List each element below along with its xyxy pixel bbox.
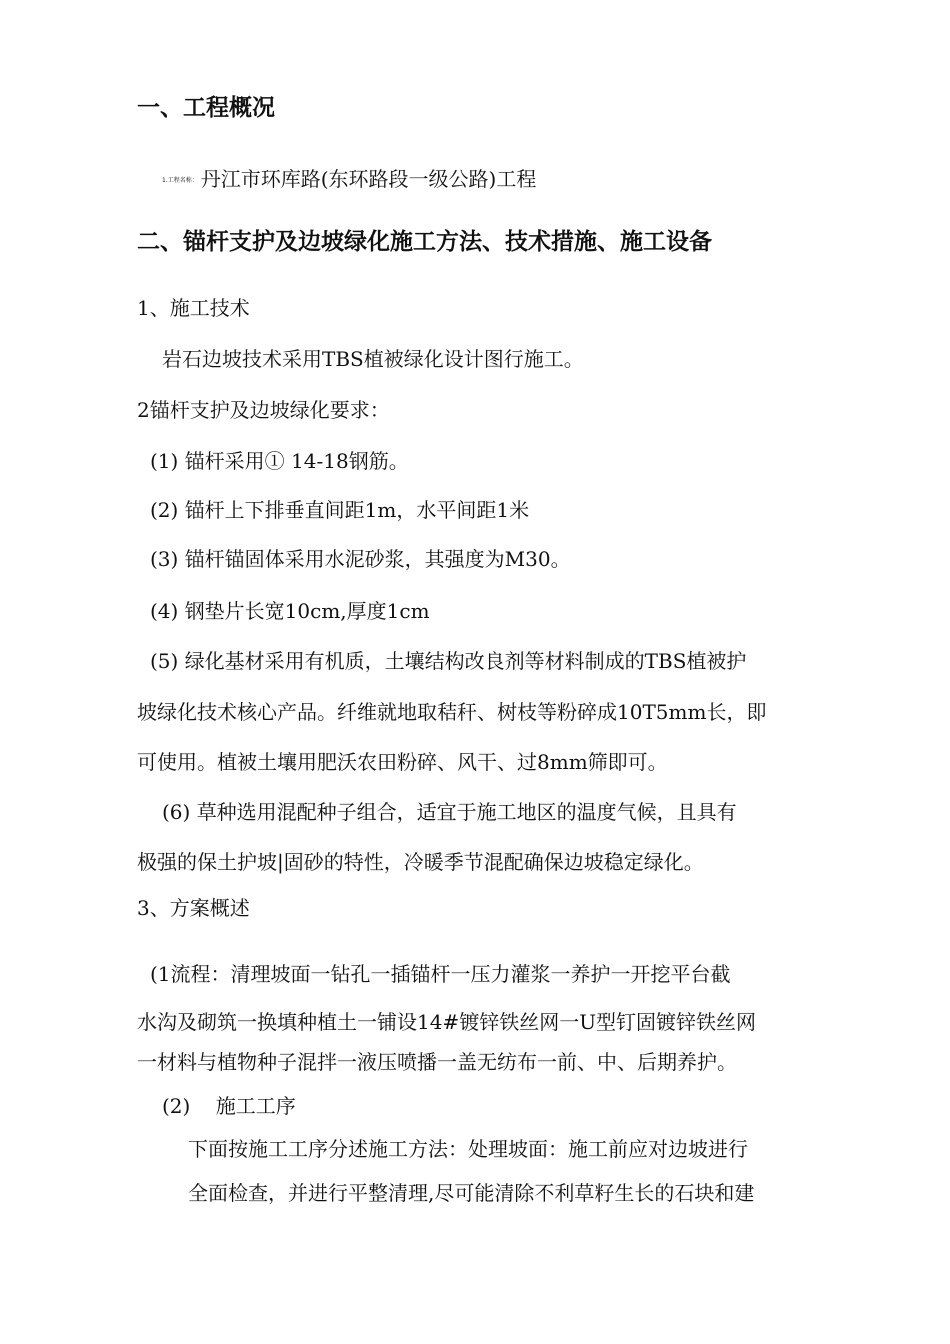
heading-project-overview: 一、工程概况 xyxy=(137,95,275,121)
list-item: (1) 锚杆采用① 14-18钢筋。 xyxy=(150,449,409,473)
process-line: 全面检查，并进行平整清理,尽可能清除不利草籽生长的石块和建 xyxy=(188,1181,755,1205)
list-item: (4) 钢垫片长宽10cm,厚度1cm xyxy=(150,599,430,623)
section-2-title: 2锚杆支护及边坡绿化要求： xyxy=(137,398,390,422)
section-3-subtitle: (2) 施工工序 xyxy=(162,1094,296,1118)
list-item: (3) 锚杆锚固体采用水泥砂浆，其强度为M30。 xyxy=(150,547,571,571)
process-line: 下面按施工工序分述施工方法：处理坡面：施工前应对边坡进行 xyxy=(188,1137,748,1161)
list-item-6-line: 极强的保土护坡|固砂的特性，冷暖季节混配确保边坡稳定绿化。 xyxy=(137,850,704,874)
section-1-title: 1、施工技术 xyxy=(137,296,250,320)
project-name: 丹江市环库路(东环路段一级公路)工程 xyxy=(200,167,537,191)
list-item-6-line: (6) 草种选用混配种子组合，适宜于施工地区的温度气候，且具有 xyxy=(162,800,737,824)
section-3-title: 3、方案概述 xyxy=(137,896,250,920)
flow-line: 水沟及砌筑一换填种植土一铺设14#镀锌铁丝网一U型钉固镀锌铁丝网 xyxy=(137,1010,757,1034)
section-1-body: 岩石边坡技术采用TBS植被绿化设计图行施工。 xyxy=(162,347,584,371)
list-item-5-line: (5) 绿化基材采用有机质，土壤结构改良剂等材料制成的TBS植被护 xyxy=(150,649,747,673)
list-item-5-line: 可使用。植被土壤用肥沃农田粉碎、风干、过8mm筛即可。 xyxy=(137,750,668,774)
project-name-line xyxy=(162,165,536,195)
flow-line: 一材料与植物种子混拌一液压喷播一盖无纺布一前、中、后期养护。 xyxy=(137,1050,737,1074)
heading-construction-methods: 二、锚杆支护及边坡绿化施工方法、技术措施、施工设备 xyxy=(137,229,712,255)
list-item-5-line: 坡绿化技术核心产品。纤维就地取秸秆、树枝等粉碎成10T5mm长，即 xyxy=(137,700,767,724)
flow-line: (1流程：清理坡面一钻孔一插锚杆一压力灌浆一养护一开挖平台截 xyxy=(150,962,731,986)
list-item: (2) 锚杆上下排垂直间距1m，水平间距1米 xyxy=(150,498,530,522)
project-name-label: 1.工程名称： xyxy=(162,176,198,184)
